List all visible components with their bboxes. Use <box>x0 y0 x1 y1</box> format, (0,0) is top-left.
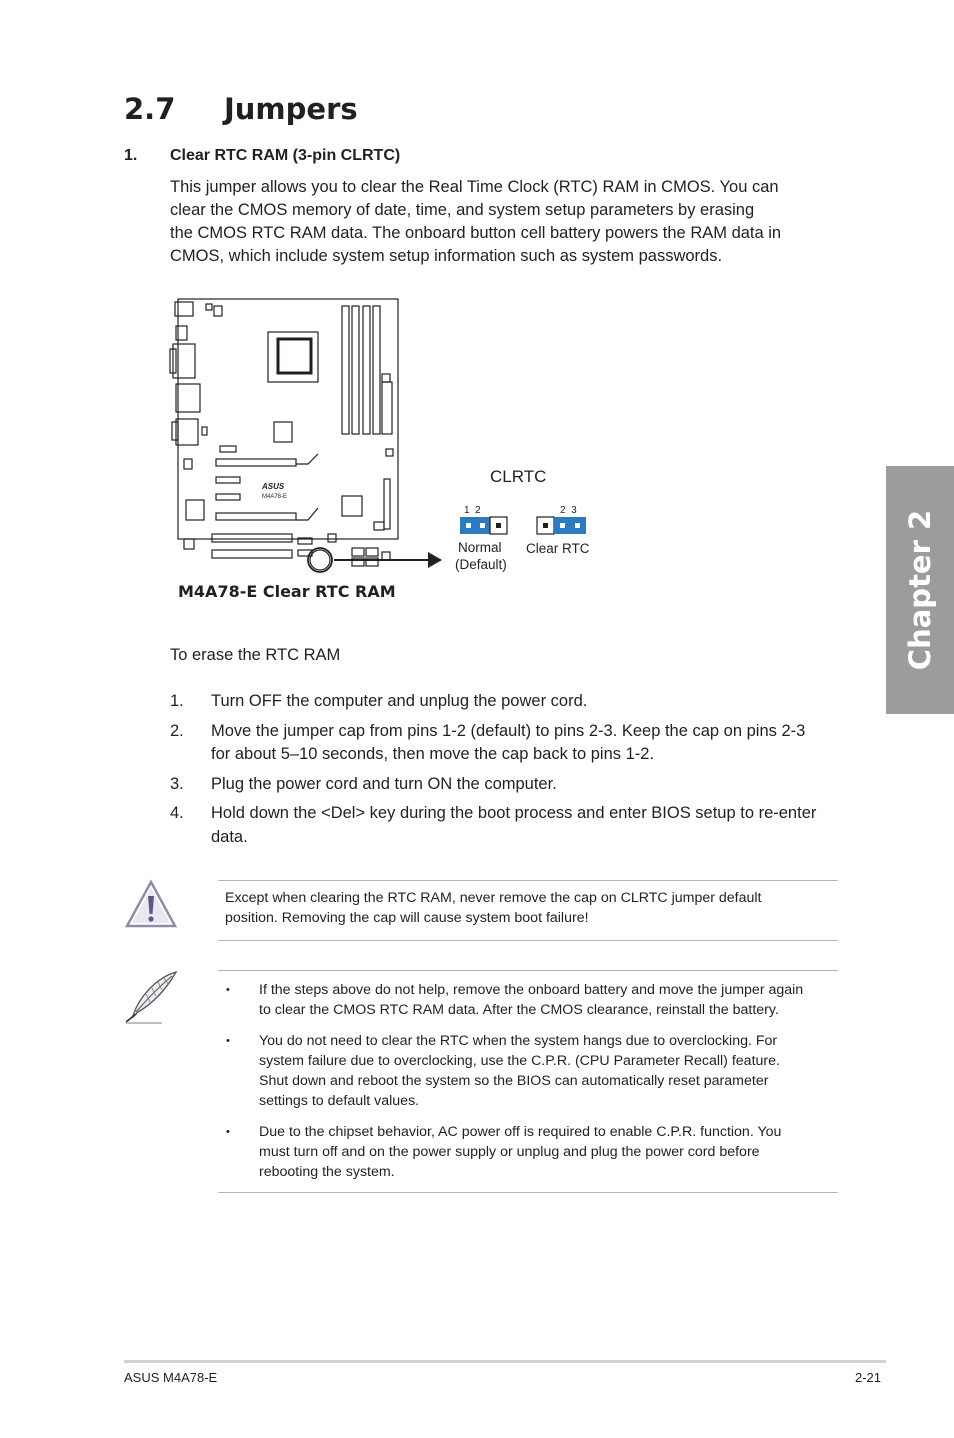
pci-slot <box>212 550 292 558</box>
slot-latch <box>296 454 318 464</box>
note-item <box>226 1122 840 1182</box>
jumper-pin <box>496 523 501 528</box>
dimm-slot <box>342 306 349 434</box>
quill-pen-icon <box>122 968 180 1026</box>
cpu-socket-inner <box>278 339 311 373</box>
note-text: You do not need to clear the RTC when the system hangs due to overclocking. For <box>259 1033 778 1049</box>
pci-e-x1-slot <box>216 477 240 483</box>
item-title: Clear RTC RAM (3-pin CLRTC) <box>170 147 401 164</box>
northbridge-chip <box>274 422 292 442</box>
io-port <box>176 419 198 445</box>
sata-connector <box>366 548 378 556</box>
jumper-pin <box>560 523 565 528</box>
sata-connector <box>352 548 364 556</box>
notes-top-rule <box>218 970 838 971</box>
pci-e-x16-slot <box>216 459 296 466</box>
note-text: If the steps above do not help, remove the onboard battery and move the jumper again <box>259 982 804 998</box>
component <box>186 500 204 520</box>
clear-pin-numbers: 2 3 <box>560 505 577 516</box>
board-logo: ASUS <box>262 482 285 491</box>
step-text: Plug the power cord and turn ON the computer. <box>211 774 557 793</box>
note-item <box>226 980 840 1020</box>
component <box>184 459 192 469</box>
footer-rule <box>124 1360 886 1363</box>
note-text: must turn off and on the power supply or unplug and plug the power cord before <box>259 1144 760 1160</box>
caution-top-rule <box>218 880 838 881</box>
erase-steps-list <box>170 690 840 855</box>
board-model-label: M4A78-E <box>262 494 288 500</box>
note-item <box>226 1031 840 1111</box>
caution-line: Except when clearing the RTC RAM, never remove the cap on CLRTC jumper default <box>225 890 762 906</box>
dimm-slot <box>363 306 370 434</box>
caution-line: position. Removing the cap will cause system boot failure! <box>225 910 589 926</box>
note-text: Due to the chipset behavior, AC power off is required to enable C.P.R. function. You <box>259 1124 782 1140</box>
item-description <box>170 176 830 268</box>
step-text: Hold down the <Del> key during the boot process and enter BIOS setup to re-enter <box>211 804 817 822</box>
description-line: the CMOS RTC RAM data. The onboard button cell battery powers the RAM data in <box>170 224 782 242</box>
note-text: Shut down and reboot the system so the BIOS can automatically reset parameter <box>259 1073 769 1089</box>
chapter-tab-label: Chapter 2 <box>903 509 937 671</box>
pci-slot <box>212 534 292 542</box>
step-item <box>170 773 840 797</box>
ide-connector <box>384 479 390 529</box>
item-number: 1. <box>124 147 138 164</box>
io-port <box>172 422 178 440</box>
section-number: 2.7 <box>124 92 176 126</box>
footer-product-name: ASUS M4A78-E <box>124 1370 218 1385</box>
motherboard-diagram <box>168 294 608 584</box>
step-number: 4. <box>170 804 184 822</box>
step-text: Turn OFF the computer and unplug the power cord. <box>211 692 588 710</box>
chapter-side-tab <box>886 466 954 714</box>
dimm-slot <box>352 306 359 434</box>
component <box>386 449 393 456</box>
step-text: data. <box>211 827 248 846</box>
normal-default-label: (Default) <box>455 557 507 572</box>
clrtc-location-highlight <box>308 548 332 572</box>
notes-list <box>226 980 840 1193</box>
section-title-text: Jumpers <box>224 92 358 126</box>
step-item <box>170 720 840 767</box>
slot-latch <box>296 508 318 520</box>
caution-text <box>225 888 825 928</box>
normal-label: Normal <box>458 540 502 555</box>
component <box>184 539 194 549</box>
jumper-name: CLRTC <box>490 467 547 486</box>
step-text: Move the jumper cap from pins 1-2 (default) to pins 2-3. Keep the cap on pins 2-3 <box>211 721 806 740</box>
component <box>374 522 384 530</box>
jumper-cap-normal <box>460 517 490 534</box>
section-title <box>124 92 358 126</box>
battery <box>310 550 330 570</box>
note-text: to clear the CMOS RTC RAM data. After the CMOS clearance, reinstall the battery. <box>259 1002 779 1018</box>
board-outline <box>178 299 398 539</box>
step-number: 1. <box>170 692 184 710</box>
item-heading <box>124 147 400 165</box>
component <box>202 427 207 435</box>
figure-caption: M4A78-E Clear RTC RAM <box>178 582 396 601</box>
bullet: • <box>226 1035 230 1047</box>
jumper-pin <box>575 523 580 528</box>
bullet: • <box>226 1126 230 1138</box>
southbridge-chip <box>342 496 362 516</box>
jumper-cap-clear <box>554 517 586 534</box>
step-text: for about 5–10 seconds, then move the cap back to pins 1-2. <box>211 745 655 763</box>
clear-rtc-label: Clear RTC <box>526 541 590 556</box>
jumper-pin <box>480 523 485 528</box>
jumper-pin <box>543 523 548 528</box>
footer-page-number: 2-21 <box>855 1370 882 1385</box>
pci-e-x16-slot <box>216 513 296 520</box>
description-line: clear the CMOS memory of date, time, and system setup parameters by erasing <box>170 201 755 219</box>
jumper-pin <box>466 523 471 528</box>
description-line: CMOS, which include system setup information such as system passwords. <box>170 247 723 265</box>
step-number: 3. <box>170 774 184 793</box>
notes-bottom-rule <box>218 1192 838 1193</box>
description-line: This jumper allows you to clear the Real Time Clock (RTC) RAM in CMOS. You can <box>170 178 779 196</box>
erase-intro: To erase the RTC RAM <box>170 646 341 664</box>
note-text: settings to default values. <box>259 1093 420 1109</box>
note-text: rebooting the system. <box>259 1164 395 1180</box>
step-item <box>170 690 840 714</box>
component <box>214 306 222 316</box>
bullet: • <box>226 984 230 996</box>
pci-e-x1-slot <box>216 494 240 500</box>
step-item <box>170 802 840 849</box>
warning-triangle-icon <box>124 878 178 930</box>
io-port <box>176 384 200 412</box>
normal-pin-numbers: 1 2 <box>464 505 481 516</box>
note-text: system failure due to overclocking, use the C.P.R. (CPU Parameter Recall) feature. <box>259 1053 780 1069</box>
dimm-slot <box>373 306 380 434</box>
step-number: 2. <box>170 721 184 740</box>
component <box>382 552 390 560</box>
component <box>206 304 212 310</box>
component <box>382 374 390 382</box>
caution-bottom-rule <box>218 940 838 941</box>
pci-e-x1-slot <box>220 446 236 452</box>
pointer-arrow-head <box>428 552 442 568</box>
atx-power-connector <box>382 382 392 434</box>
component <box>328 534 336 542</box>
